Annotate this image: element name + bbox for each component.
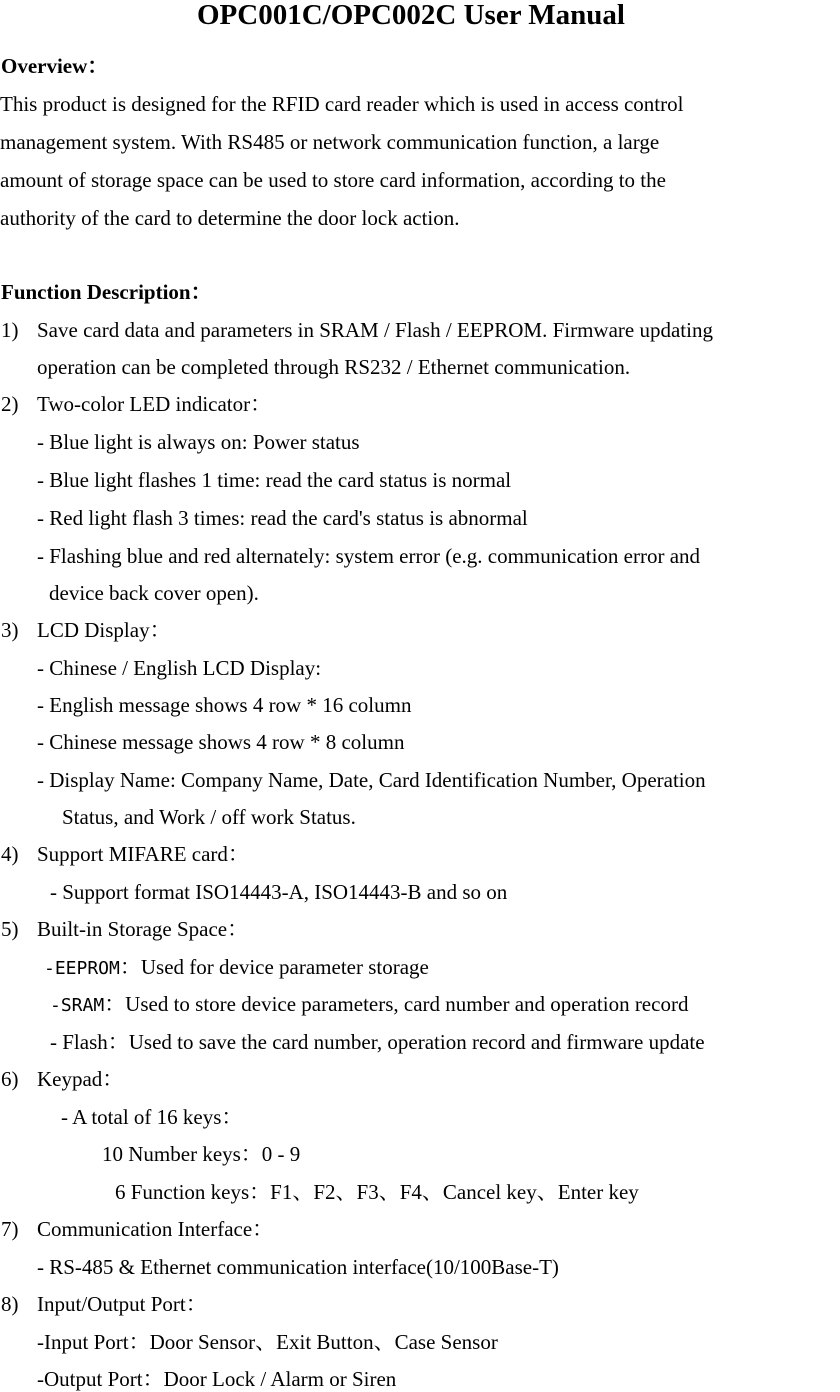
lcd-sub-1: - Chinese / English LCD Display: xyxy=(37,656,322,680)
io-sub-1: -Input Port：Door Sensor、Exit Button、Case Sensor xyxy=(37,1330,498,1354)
storage-flash-label: - Flash xyxy=(50,1030,108,1054)
item-4-title: Support MIFARE card： xyxy=(37,842,249,866)
item-2-number: 2) xyxy=(1,392,19,416)
storage-eeprom xyxy=(44,954,429,982)
item-6-title: Keypad： xyxy=(37,1067,124,1091)
led-sub-2: - Blue light flashes 1 time: read the card status is normal xyxy=(37,468,512,492)
function-heading: Function Description： xyxy=(1,280,212,304)
item-3-title: LCD Display： xyxy=(37,618,171,642)
led-sub-3: - Red light flash 3 times: read the card's status is abnormal xyxy=(37,506,528,530)
keypad-sub-2: 10 Number keys：0 - 9 xyxy=(102,1142,301,1166)
item-6-number: 6) xyxy=(1,1067,19,1091)
lcd-sub-4: - Display Name: Company Name, Date, Card Identification Number, Operation xyxy=(37,768,706,792)
storage-eeprom-label: -EEPROM xyxy=(44,958,120,979)
item-1-line-2: operation can be completed through RS232 / Ethernet communication. xyxy=(37,355,631,379)
item-4-number: 4) xyxy=(1,842,19,866)
item-1-line-1: Save card data and parameters in SRAM / Flash / EEPROM. Firmware updating xyxy=(37,318,713,342)
item-7-title: Communication Interface： xyxy=(37,1217,274,1241)
storage-eeprom-text: ：Used for device parameter storage xyxy=(119,955,429,979)
led-sub-4: - Flashing blue and red alternately: system error (e.g. communication error and xyxy=(37,544,701,568)
item-2-title: Two-color LED indicator： xyxy=(37,392,272,416)
mifare-sub-1: - Support format ISO14443-A, ISO14443-B and so on xyxy=(50,880,508,904)
keypad-sub-1: - A total of 16 keys： xyxy=(61,1105,243,1129)
led-sub-5: device back cover open). xyxy=(49,581,259,605)
document-title: OPC001C/OPC002C User Manual xyxy=(196,0,625,31)
storage-sram-text: ：Used to store device parameters, card number and operation record xyxy=(104,992,689,1016)
storage-flash xyxy=(50,1029,705,1055)
lcd-sub-3: - Chinese message shows 4 row * 8 column xyxy=(37,730,405,754)
led-sub-1: - Blue light is always on: Power status xyxy=(37,430,360,454)
comm-sub-1: - RS-485 & Ethernet communication interface(10/100Base-T) xyxy=(37,1255,559,1279)
item-8-number: 8) xyxy=(1,1292,19,1316)
lcd-sub-2: - English message shows 4 row * 16 column xyxy=(37,693,412,717)
keypad-sub-3: 6 Function keys：F1、F2、F3、F4、Cancel key、Enter key xyxy=(115,1180,639,1204)
storage-sram-label: -SRAM xyxy=(50,995,105,1016)
lcd-sub-5: Status, and Work / off work Status. xyxy=(62,805,356,829)
overview-heading: Overview： xyxy=(1,54,109,78)
item-3-number: 3) xyxy=(1,618,19,642)
item-7-number: 7) xyxy=(1,1217,19,1241)
storage-sram xyxy=(50,991,688,1019)
overview-line-1: This product is designed for the RFID card reader which is used in access control xyxy=(0,92,684,116)
item-5-number: 5) xyxy=(1,917,19,941)
overview-line-4: authority of the card to determine the door lock action. xyxy=(0,206,460,230)
item-8-title: Input/Output Port： xyxy=(37,1292,207,1316)
item-5-title: Built-in Storage Space： xyxy=(37,917,249,941)
io-sub-2: -Output Port：Door Lock / Alarm or Siren xyxy=(37,1367,397,1391)
overview-line-3: amount of storage space can be used to store card information, according to the xyxy=(0,168,666,192)
storage-flash-text: ：Used to save the card number, operation record and firmware update xyxy=(107,1030,705,1054)
overview-line-2: management system. With RS485 or network communication function, a large xyxy=(0,130,660,154)
item-1-number: 1) xyxy=(1,318,19,342)
